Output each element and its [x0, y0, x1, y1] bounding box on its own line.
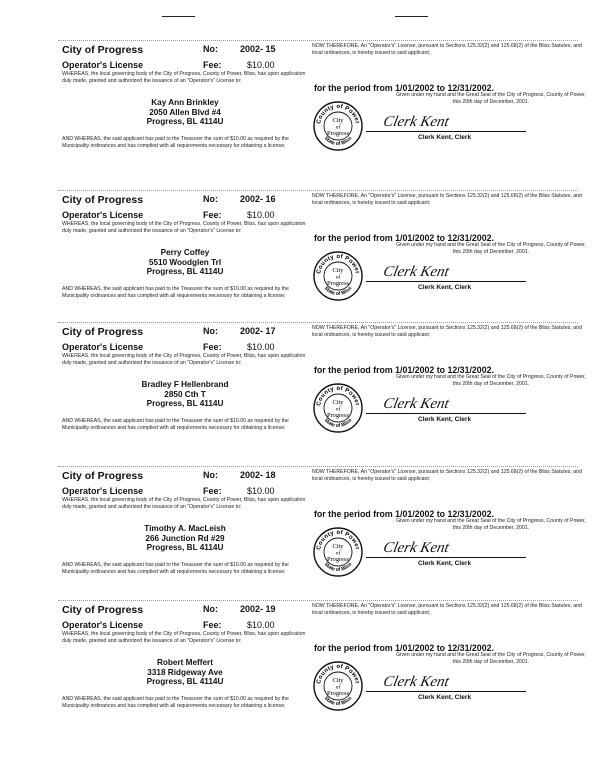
given-text: Given under my hand and the Great Seal of the City of Progress, County of Power, this 20th day of December, 2001.	[396, 242, 586, 255]
signature-line	[366, 131, 526, 132]
seal-center-line1: City	[332, 399, 344, 406]
given-text: Given under my hand and the Great Seal of the City of Progress, County of Power, this 20th day of December, 2001.	[396, 652, 586, 665]
svg-text:State of Bliss	[323, 135, 354, 147]
license-card	[0, 40, 592, 172]
number-label: No:	[203, 194, 218, 204]
fee-value: $10.00	[247, 620, 275, 630]
now-therefore-text: NOW THEREFORE, An "Operator's" License, pursuant to Sections 125.32(2) and 125.68(2) of the Bliss Statutes, and local ordinances, is hereby issued to said applicant;	[312, 469, 582, 482]
top-rule-right	[395, 16, 428, 17]
seal-top-text: County of Power	[316, 663, 360, 685]
number-label: No:	[203, 44, 218, 54]
svg-text:State of Bliss	[323, 695, 354, 707]
seal-center-line3: Progress	[326, 690, 350, 697]
city-title: City of Progress	[62, 194, 144, 206]
holder-name: Perry Coffey	[160, 248, 210, 257]
fee-label: Fee:	[203, 620, 222, 630]
top-rule-left	[162, 16, 195, 17]
seal-bottom-text: State of Bliss	[322, 695, 354, 708]
city-seal-icon	[312, 250, 364, 302]
license-title: Operator's License	[62, 210, 144, 220]
now-therefore-text: NOW THEREFORE, An "Operator's" License, pursuant to Sections 125.32(2) and 125.68(2) of the Bliss Statutes, and local ordinances, is hereby issued to said applicant;	[312, 193, 582, 206]
holder-name: Timothy A. MacLeish	[144, 524, 226, 533]
and-whereas-text: AND WHEREAS, the said applicant has paid to the Treasurer the sum of $10.00 as required by the Municipality ordinances and has complied with all requirements necessary for obtaining a license;	[62, 696, 289, 709]
seal-center-line3: Progress	[326, 130, 350, 137]
holder-city: Progress, BL 4114U	[146, 399, 224, 408]
clerk-label: Clerk Kent, Clerk	[418, 284, 472, 291]
holder-name: Bradley F Hellenbrand	[141, 380, 229, 389]
seal-center-line2: of	[335, 550, 341, 557]
license-period: for the period from 1/01/2002 to 12/31/2002.	[314, 509, 494, 519]
city-title: City of Progress	[62, 604, 144, 616]
holder-street: 3318 Ridgeway Ave	[147, 667, 223, 677]
fee-label: Fee:	[203, 342, 222, 352]
city-title: City of Progress	[62, 44, 144, 56]
card-divider	[58, 40, 578, 41]
holder-name: Robert Meffert	[157, 658, 213, 667]
fee-label: Fee:	[203, 60, 222, 70]
signature-text: Clerk Kent	[381, 673, 451, 690]
seal-center-line2: of	[335, 684, 341, 691]
clerk-signature	[376, 260, 526, 280]
clerk-signature	[376, 392, 526, 412]
signature-text: Clerk Kent	[381, 395, 451, 412]
fee-value: $10.00	[247, 486, 275, 496]
svg-text:State of Bliss	[323, 285, 354, 297]
license-card	[0, 600, 592, 732]
fee-label: Fee:	[203, 486, 222, 496]
card-divider	[58, 322, 578, 323]
given-text: Given under my hand and the Great Seal of the City of Progress, County of Power, this 20th day of December, 2001.	[396, 518, 586, 531]
license-period: for the period from 1/01/2002 to 12/31/2002.	[314, 233, 494, 243]
license-holder	[62, 248, 308, 277]
seal-center-line3: Progress	[326, 280, 350, 287]
seal-bottom-text: State of Bliss	[322, 135, 354, 148]
whereas-text: WHEREAS, the local governing body of the City of Progress, County of Power, Bliss, has upon application duly made, granted and authorized the issuance of an "Operator's" License to:	[62, 71, 306, 84]
now-therefore-text: NOW THEREFORE, An "Operator's" License, pursuant to Sections 125.32(2) and 125.68(2) of the Bliss Statutes, and local ordinances, is hereby issued to said applicant;	[312, 43, 582, 56]
license-number: 2002- 16	[240, 194, 276, 204]
whereas-text: WHEREAS, the local governing body of the City of Progress, County of Power, Bliss, has upon application duly made, granted and authorized the issuance of an "Operator's" License to:	[62, 353, 306, 366]
fee-value: $10.00	[247, 342, 275, 352]
whereas-text: WHEREAS, the local governing body of the City of Progress, County of Power, Bliss, has upon application duly made, granted and authorized the issuance of an "Operator's" License to:	[62, 221, 306, 234]
city-seal-icon	[312, 526, 364, 578]
holder-city: Progress, BL 4114U	[146, 117, 224, 126]
svg-text:State of Bliss	[323, 561, 354, 573]
card-divider	[58, 600, 578, 601]
seal-center-line1: City	[332, 543, 344, 550]
seal-top-text: County of Power	[316, 529, 360, 551]
holder-city: Progress, BL 4114U	[146, 543, 224, 552]
license-number: 2002- 17	[240, 326, 276, 336]
license-holder	[62, 98, 308, 127]
card-divider	[58, 190, 578, 191]
seal-bottom-text: State of Bliss	[322, 561, 354, 574]
signature-line	[366, 281, 526, 282]
clerk-label: Clerk Kent, Clerk	[418, 416, 472, 423]
holder-street: 2050 Allen Blvd #4	[149, 107, 221, 117]
seal-top-text: County of Power	[316, 385, 360, 407]
license-holder	[62, 524, 308, 553]
license-period: for the period from 1/01/2002 to 12/31/2002.	[314, 365, 494, 375]
city-seal-icon	[312, 660, 364, 712]
clerk-label: Clerk Kent, Clerk	[418, 694, 472, 701]
signature-line	[366, 691, 526, 692]
signature-line	[366, 557, 526, 558]
seal-bottom-text: State of Bliss	[322, 417, 354, 430]
license-number: 2002- 19	[240, 604, 276, 614]
license-holder	[62, 658, 308, 687]
license-title: Operator's License	[62, 620, 144, 630]
clerk-signature	[376, 110, 526, 130]
seal-center-line2: of	[335, 124, 341, 131]
license-card	[0, 190, 592, 322]
number-label: No:	[203, 326, 218, 336]
and-whereas-text: AND WHEREAS, the said applicant has paid to the Treasurer the sum of $10.00 as required by the Municipality ordinances and has complied with all requirements necessary for obtaining a license;	[62, 136, 289, 149]
seal-center-line1: City	[332, 267, 344, 274]
svg-text:State of Bliss	[323, 417, 354, 429]
signature-line	[366, 413, 526, 414]
holder-street: 5510 Woodglen Trl	[148, 257, 222, 267]
holder-name: Kay Ann Brinkley	[151, 98, 219, 107]
number-label: No:	[203, 604, 218, 614]
and-whereas-text: AND WHEREAS, the said applicant has paid to the Treasurer the sum of $10.00 as required by the Municipality ordinances and has complied with all requirements necessary for obtaining a license;	[62, 562, 289, 575]
license-holder	[62, 380, 308, 409]
license-title: Operator's License	[62, 486, 144, 496]
city-title: City of Progress	[62, 326, 144, 338]
now-therefore-text: NOW THEREFORE, An "Operator's" License, pursuant to Sections 125.32(2) and 125.68(2) of the Bliss Statutes, and local ordinances, is hereby issued to said applicant;	[312, 603, 582, 616]
license-number: 2002- 18	[240, 470, 276, 480]
now-therefore-text: NOW THEREFORE, An "Operator's" License, pursuant to Sections 125.32(2) and 125.68(2) of the Bliss Statutes, and local ordinances, is hereby issued to said applicant;	[312, 325, 582, 338]
seal-center-line1: City	[332, 677, 344, 684]
whereas-text: WHEREAS, the local governing body of the City of Progress, County of Power, Bliss, has upon application duly made, granted and authorized the issuance of an "Operator's" License to:	[62, 497, 306, 510]
clerk-label: Clerk Kent, Clerk	[418, 134, 472, 141]
seal-top-text: County of Power	[316, 103, 360, 125]
clerk-signature	[376, 670, 526, 690]
license-number: 2002- 15	[240, 44, 276, 54]
seal-center-line3: Progress	[326, 412, 350, 419]
license-card	[0, 466, 592, 598]
and-whereas-text: AND WHEREAS, the said applicant has paid to the Treasurer the sum of $10.00 as required by the Municipality ordinances and has complied with all requirements necessary for obtaining a license;	[62, 286, 289, 299]
seal-top-text: County of Power	[316, 253, 360, 275]
given-text: Given under my hand and the Great Seal of the City of Progress, County of Power, this 20th day of December, 2001.	[396, 374, 586, 387]
clerk-signature	[376, 536, 526, 556]
seal-center-line2: of	[335, 274, 341, 281]
seal-bottom-text: State of Bliss	[322, 285, 354, 298]
license-card	[0, 322, 592, 454]
license-title: Operator's License	[62, 342, 144, 352]
city-title: City of Progress	[62, 470, 144, 482]
seal-center-line3: Progress	[326, 556, 350, 563]
given-text: Given under my hand and the Great Seal of the City of Progress, County of Power, this 20th day of December, 2001.	[396, 92, 586, 105]
license-period: for the period from 1/01/2002 to 12/31/2002.	[314, 83, 494, 93]
clerk-label: Clerk Kent, Clerk	[418, 560, 472, 567]
license-title: Operator's License	[62, 60, 144, 70]
license-period: for the period from 1/01/2002 to 12/31/2002.	[314, 643, 494, 653]
city-seal-icon	[312, 100, 364, 152]
number-label: No:	[203, 470, 218, 480]
holder-city: Progress, BL 4114U	[146, 677, 224, 686]
seal-center-line1: City	[332, 117, 344, 124]
card-divider	[58, 466, 578, 467]
fee-value: $10.00	[247, 210, 275, 220]
holder-street: 266 Junction Rd #29	[145, 533, 225, 543]
and-whereas-text: AND WHEREAS, the said applicant has paid to the Treasurer the sum of $10.00 as required by the Municipality ordinances and has complied with all requirements necessary for obtaining a license;	[62, 418, 289, 431]
holder-city: Progress, BL 4114U	[146, 267, 224, 276]
fee-label: Fee:	[203, 210, 222, 220]
holder-street: 2850 Cth T	[164, 389, 206, 399]
city-seal-icon	[312, 382, 364, 434]
signature-text: Clerk Kent	[381, 113, 451, 130]
signature-text: Clerk Kent	[381, 263, 451, 280]
signature-text: Clerk Kent	[381, 539, 451, 556]
whereas-text: WHEREAS, the local governing body of the City of Progress, County of Power, Bliss, has upon application duly made, granted and authorized the issuance of an "Operator's" License to:	[62, 631, 306, 644]
fee-value: $10.00	[247, 60, 275, 70]
seal-center-line2: of	[335, 406, 341, 413]
